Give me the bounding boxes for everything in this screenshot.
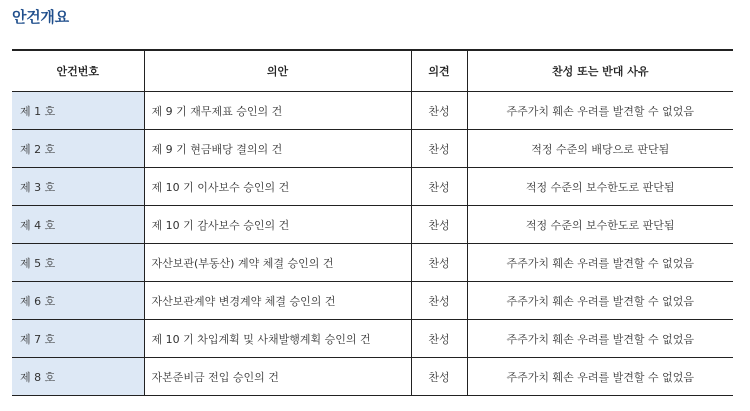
reason-cell: 적정 수준의 보수한도로 판단됨 bbox=[467, 168, 733, 206]
table-row bbox=[12, 358, 733, 396]
agenda-number-cell: 제 8 호 bbox=[12, 358, 144, 396]
agenda-title-cell: 제 10 기 차입계획 및 사채발행계획 승인의 건 bbox=[144, 320, 411, 358]
opinion-cell: 찬성 bbox=[411, 130, 467, 168]
agenda-number-cell: 제 1 호 bbox=[12, 92, 144, 130]
opinion-cell: 찬성 bbox=[411, 244, 467, 282]
agenda-title-cell: 제 9 기 재무제표 승인의 건 bbox=[144, 92, 411, 130]
header-reason: 찬성 또는 반대 사유 bbox=[467, 50, 733, 92]
section-title: 안건개요 bbox=[12, 8, 69, 26]
opinion-cell: 찬성 bbox=[411, 320, 467, 358]
agenda-number-cell: 제 3 호 bbox=[12, 168, 144, 206]
agenda-title-cell: 제 10 기 이사보수 승인의 건 bbox=[144, 168, 411, 206]
table-row bbox=[12, 130, 733, 168]
reason-cell: 적정 수준의 배당으로 판단됨 bbox=[467, 130, 733, 168]
table-row bbox=[12, 168, 733, 206]
opinion-cell: 찬성 bbox=[411, 206, 467, 244]
opinion-cell: 찬성 bbox=[411, 92, 467, 130]
agenda-number-cell: 제 7 호 bbox=[12, 320, 144, 358]
reason-cell: 주주가치 훼손 우려를 발견할 수 없었음 bbox=[467, 92, 733, 130]
reason-cell: 주주가치 훼손 우려를 발견할 수 없었음 bbox=[467, 244, 733, 282]
agenda-title-cell: 자산보관계약 변경계약 체결 승인의 건 bbox=[144, 282, 411, 320]
agenda-number-cell: 제 6 호 bbox=[12, 282, 144, 320]
reason-cell: 적정 수준의 보수한도로 판단됨 bbox=[467, 206, 733, 244]
table-row bbox=[12, 206, 733, 244]
agenda-title-cell: 제 9 기 현금배당 결의의 건 bbox=[144, 130, 411, 168]
header-agenda-title: 의안 bbox=[144, 50, 411, 92]
opinion-cell: 찬성 bbox=[411, 358, 467, 396]
reason-cell: 주주가치 훼손 우려를 발견할 수 없었음 bbox=[467, 282, 733, 320]
agenda-number-cell: 제 2 호 bbox=[12, 130, 144, 168]
table-row bbox=[12, 244, 733, 282]
table-header-row bbox=[12, 50, 733, 92]
agenda-number-cell: 제 4 호 bbox=[12, 206, 144, 244]
header-opinion: 의견 bbox=[411, 50, 467, 92]
header-agenda-number: 안건번호 bbox=[12, 50, 144, 92]
opinion-cell: 찬성 bbox=[411, 168, 467, 206]
table-row bbox=[12, 320, 733, 358]
agenda-title-cell: 자본준비금 전입 승인의 건 bbox=[144, 358, 411, 396]
agenda-title-cell: 제 10 기 감사보수 승인의 건 bbox=[144, 206, 411, 244]
agenda-number-cell: 제 5 호 bbox=[12, 244, 144, 282]
table-row bbox=[12, 92, 733, 130]
table-row bbox=[12, 282, 733, 320]
agenda-title-cell: 자산보관(부동산) 계약 체결 승인의 건 bbox=[144, 244, 411, 282]
reason-cell: 주주가치 훼손 우려를 발견할 수 없었음 bbox=[467, 320, 733, 358]
agenda-table bbox=[12, 49, 733, 396]
opinion-cell: 찬성 bbox=[411, 282, 467, 320]
reason-cell: 주주가치 훼손 우려를 발견할 수 없었음 bbox=[467, 358, 733, 396]
